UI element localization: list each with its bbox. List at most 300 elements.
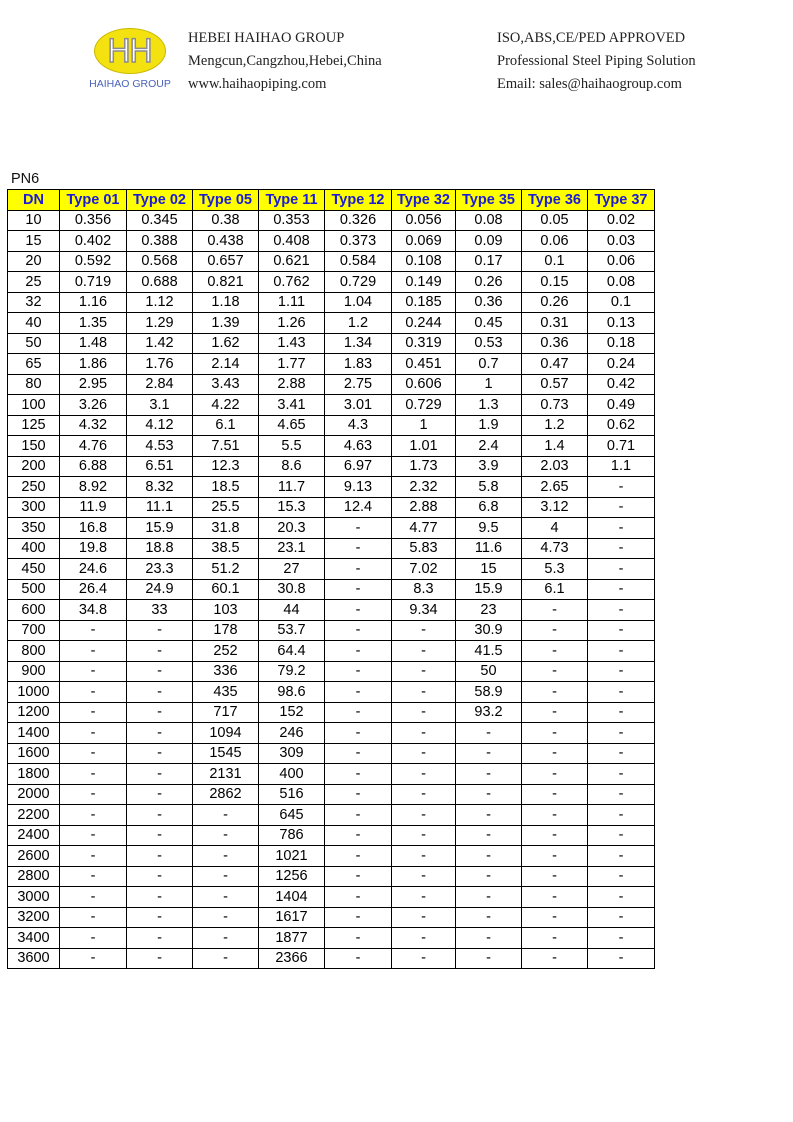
weight-cell: - bbox=[60, 948, 127, 969]
weight-cell: - bbox=[193, 866, 259, 887]
weight-cell: 24.6 bbox=[60, 559, 127, 580]
dn-cell: 1200 bbox=[8, 702, 60, 723]
weight-cell: 1.9 bbox=[456, 415, 522, 436]
weight-cell: 5.8 bbox=[456, 477, 522, 498]
weight-cell: 12.3 bbox=[193, 456, 259, 477]
weight-cell: - bbox=[588, 702, 655, 723]
weight-cell: - bbox=[193, 805, 259, 826]
company-address: Mengcun,Cangzhou,Hebei,China bbox=[188, 53, 382, 69]
dn-cell: 200 bbox=[8, 456, 60, 477]
table-row bbox=[8, 764, 655, 785]
weight-cell: 79.2 bbox=[259, 661, 325, 682]
dn-cell: 2000 bbox=[8, 784, 60, 805]
weight-cell: - bbox=[456, 907, 522, 928]
weight-cell: - bbox=[60, 907, 127, 928]
weight-cell: 0.185 bbox=[392, 292, 456, 313]
weight-cell: 1.18 bbox=[193, 292, 259, 313]
weight-cell: 2.4 bbox=[456, 436, 522, 457]
company-website[interactable]: www.haihaopiping.com bbox=[188, 76, 327, 92]
dn-cell: 100 bbox=[8, 395, 60, 416]
table-row bbox=[8, 723, 655, 744]
weight-cell: 2.75 bbox=[325, 374, 392, 395]
weight-cell: 0.408 bbox=[259, 231, 325, 252]
weight-cell: - bbox=[60, 784, 127, 805]
weight-cell: 0.45 bbox=[456, 313, 522, 334]
weight-cell: - bbox=[522, 661, 588, 682]
weight-cell: 1.77 bbox=[259, 354, 325, 375]
dn-cell: 25 bbox=[8, 272, 60, 293]
weight-cell: 31.8 bbox=[193, 518, 259, 539]
dn-cell: 65 bbox=[8, 354, 60, 375]
weight-cell: 0.438 bbox=[193, 231, 259, 252]
weight-cell: - bbox=[127, 723, 193, 744]
table-row bbox=[8, 866, 655, 887]
dn-cell: 300 bbox=[8, 497, 60, 518]
weight-cell: 1.1 bbox=[588, 456, 655, 477]
company-credentials bbox=[497, 27, 696, 96]
table-row bbox=[8, 846, 655, 867]
table-row bbox=[8, 661, 655, 682]
weight-cell: 0.319 bbox=[392, 333, 456, 354]
weight-cell: 11.6 bbox=[456, 538, 522, 559]
weight-cell: - bbox=[588, 887, 655, 908]
weight-cell: - bbox=[325, 846, 392, 867]
weight-cell: - bbox=[392, 620, 456, 641]
weight-cell: - bbox=[392, 887, 456, 908]
weight-cell: 5.3 bbox=[522, 559, 588, 580]
logo-letters: HH bbox=[106, 32, 152, 70]
weight-cell: - bbox=[60, 620, 127, 641]
weight-cell: 6.88 bbox=[60, 456, 127, 477]
dn-cell: 3000 bbox=[8, 887, 60, 908]
weight-cell: - bbox=[127, 702, 193, 723]
weight-cell: 0.244 bbox=[392, 313, 456, 334]
weight-cell: - bbox=[325, 559, 392, 580]
weight-cell: - bbox=[588, 559, 655, 580]
weight-cell: - bbox=[456, 784, 522, 805]
weight-cell: - bbox=[588, 600, 655, 621]
weight-cell: - bbox=[127, 682, 193, 703]
weight-cell: - bbox=[60, 723, 127, 744]
weight-cell: - bbox=[127, 805, 193, 826]
dn-cell: 250 bbox=[8, 477, 60, 498]
weight-cell: - bbox=[456, 887, 522, 908]
weight-cell: 0.08 bbox=[456, 210, 522, 231]
weight-cell: 8.6 bbox=[259, 456, 325, 477]
weight-cell: 11.9 bbox=[60, 497, 127, 518]
weight-cell: - bbox=[588, 620, 655, 641]
weight-cell: 0.18 bbox=[588, 333, 655, 354]
weight-cell: 60.1 bbox=[193, 579, 259, 600]
dn-cell: 1000 bbox=[8, 682, 60, 703]
table-row bbox=[8, 313, 655, 334]
table-row bbox=[8, 395, 655, 416]
weight-cell: 1404 bbox=[259, 887, 325, 908]
table-row bbox=[8, 702, 655, 723]
weight-cell: 2366 bbox=[259, 948, 325, 969]
weight-cell: 4.73 bbox=[522, 538, 588, 559]
weight-cell: 58.9 bbox=[456, 682, 522, 703]
weight-cell: 3.41 bbox=[259, 395, 325, 416]
weight-cell: - bbox=[588, 805, 655, 826]
dn-cell: 10 bbox=[8, 210, 60, 231]
weight-cell: 23.3 bbox=[127, 559, 193, 580]
weight-cell: - bbox=[127, 825, 193, 846]
dn-cell: 2200 bbox=[8, 805, 60, 826]
weight-cell: - bbox=[325, 661, 392, 682]
weight-cell: 7.02 bbox=[392, 559, 456, 580]
table-row bbox=[8, 579, 655, 600]
weight-cell: 0.38 bbox=[193, 210, 259, 231]
weight-cell: 0.353 bbox=[259, 210, 325, 231]
weight-cell: - bbox=[456, 866, 522, 887]
weight-cell: 27 bbox=[259, 559, 325, 580]
column-header: Type 12 bbox=[325, 190, 392, 211]
weight-cell: - bbox=[392, 764, 456, 785]
table-row bbox=[8, 559, 655, 580]
column-header: Type 35 bbox=[456, 190, 522, 211]
table-row bbox=[8, 743, 655, 764]
weight-cell: 1.4 bbox=[522, 436, 588, 457]
weight-cell: 1.43 bbox=[259, 333, 325, 354]
weight-cell: 3.43 bbox=[193, 374, 259, 395]
contact-email[interactable]: Email: sales@haihaogroup.com bbox=[497, 76, 682, 92]
weight-cell: 0.345 bbox=[127, 210, 193, 231]
weight-cell: - bbox=[392, 805, 456, 826]
weight-cell: 34.8 bbox=[60, 600, 127, 621]
weight-cell: - bbox=[325, 682, 392, 703]
weight-cell: 0.821 bbox=[193, 272, 259, 293]
column-header: Type 02 bbox=[127, 190, 193, 211]
weight-cell: - bbox=[522, 948, 588, 969]
weight-cell: 7.51 bbox=[193, 436, 259, 457]
weight-cell: 53.7 bbox=[259, 620, 325, 641]
table-body bbox=[8, 210, 655, 969]
weight-cell: - bbox=[127, 928, 193, 949]
weight-cell: 1.39 bbox=[193, 313, 259, 334]
weight-cell: 1877 bbox=[259, 928, 325, 949]
table-row bbox=[8, 477, 655, 498]
weight-cell: 15.9 bbox=[456, 579, 522, 600]
weight-cell: 2.95 bbox=[60, 374, 127, 395]
weight-cell: 0.71 bbox=[588, 436, 655, 457]
weight-cell: - bbox=[522, 907, 588, 928]
dn-cell: 150 bbox=[8, 436, 60, 457]
weight-cell: 11.1 bbox=[127, 497, 193, 518]
weight-cell: - bbox=[325, 600, 392, 621]
weight-cell: - bbox=[392, 682, 456, 703]
weight-cell: 645 bbox=[259, 805, 325, 826]
weight-cell: 0.7 bbox=[456, 354, 522, 375]
weight-cell: 23.1 bbox=[259, 538, 325, 559]
table-row bbox=[8, 784, 655, 805]
weight-cell: 0.729 bbox=[392, 395, 456, 416]
weight-cell: - bbox=[60, 805, 127, 826]
weight-cell: - bbox=[588, 723, 655, 744]
weight-cell: 1094 bbox=[193, 723, 259, 744]
weight-cell: 6.51 bbox=[127, 456, 193, 477]
table-row bbox=[8, 415, 655, 436]
weight-cell: 15.3 bbox=[259, 497, 325, 518]
weight-cell: 3.9 bbox=[456, 456, 522, 477]
weight-cell: 0.03 bbox=[588, 231, 655, 252]
dn-cell: 3400 bbox=[8, 928, 60, 949]
weight-cell: 6.8 bbox=[456, 497, 522, 518]
column-header: Type 36 bbox=[522, 190, 588, 211]
weight-cell: 9.13 bbox=[325, 477, 392, 498]
table-row bbox=[8, 600, 655, 621]
weight-cell: - bbox=[522, 825, 588, 846]
weight-cell: - bbox=[60, 764, 127, 785]
weight-cell: 2.88 bbox=[259, 374, 325, 395]
weight-cell: 6.1 bbox=[193, 415, 259, 436]
weight-cell: 0.719 bbox=[60, 272, 127, 293]
weight-cell: - bbox=[588, 579, 655, 600]
weight-cell: 18.8 bbox=[127, 538, 193, 559]
column-header: DN bbox=[8, 190, 60, 211]
weight-cell: - bbox=[60, 866, 127, 887]
weight-cell: - bbox=[127, 784, 193, 805]
weight-cell: - bbox=[60, 887, 127, 908]
weight-cell: - bbox=[127, 641, 193, 662]
weight-cell: 435 bbox=[193, 682, 259, 703]
weight-cell: - bbox=[325, 723, 392, 744]
table-row bbox=[8, 210, 655, 231]
weight-cell: - bbox=[127, 661, 193, 682]
weight-cell: 0.356 bbox=[60, 210, 127, 231]
weight-cell: 3.1 bbox=[127, 395, 193, 416]
weight-cell: - bbox=[392, 907, 456, 928]
weight-cell: 1.2 bbox=[522, 415, 588, 436]
weight-cell: 41.5 bbox=[456, 641, 522, 662]
weight-cell: 252 bbox=[193, 641, 259, 662]
weight-cell: - bbox=[456, 723, 522, 744]
weight-cell: 2.03 bbox=[522, 456, 588, 477]
weight-cell: 0.06 bbox=[588, 251, 655, 272]
table-header-row bbox=[8, 190, 655, 211]
dn-cell: 2800 bbox=[8, 866, 60, 887]
weight-cell: - bbox=[392, 784, 456, 805]
weight-cell: 4.32 bbox=[60, 415, 127, 436]
weight-cell: 1.83 bbox=[325, 354, 392, 375]
weight-cell: - bbox=[456, 825, 522, 846]
dn-cell: 1400 bbox=[8, 723, 60, 744]
weight-cell: - bbox=[60, 743, 127, 764]
weight-cell: - bbox=[522, 641, 588, 662]
column-header: Type 37 bbox=[588, 190, 655, 211]
weight-cell: 0.73 bbox=[522, 395, 588, 416]
weight-cell: - bbox=[325, 907, 392, 928]
weight-cell: 3.12 bbox=[522, 497, 588, 518]
table-row bbox=[8, 292, 655, 313]
weight-cell: - bbox=[392, 948, 456, 969]
weight-cell: 9.34 bbox=[392, 600, 456, 621]
dn-cell: 400 bbox=[8, 538, 60, 559]
weight-cell: 3.26 bbox=[60, 395, 127, 416]
weight-cell: - bbox=[588, 682, 655, 703]
weight-cell: 0.47 bbox=[522, 354, 588, 375]
dn-cell: 600 bbox=[8, 600, 60, 621]
weight-cell: 5.5 bbox=[259, 436, 325, 457]
table-row bbox=[8, 497, 655, 518]
weight-cell: 5.83 bbox=[392, 538, 456, 559]
weight-cell: 51.2 bbox=[193, 559, 259, 580]
company-logo bbox=[88, 28, 172, 94]
weight-cell: 0.26 bbox=[522, 292, 588, 313]
weight-cell: - bbox=[588, 948, 655, 969]
weight-cell: 1021 bbox=[259, 846, 325, 867]
weight-cell: - bbox=[325, 948, 392, 969]
weight-cell: - bbox=[325, 743, 392, 764]
weight-cell: 0.13 bbox=[588, 313, 655, 334]
weight-cell: - bbox=[588, 661, 655, 682]
table-row bbox=[8, 805, 655, 826]
weight-cell: 0.373 bbox=[325, 231, 392, 252]
weight-cell: 25.5 bbox=[193, 497, 259, 518]
weight-cell: 0.1 bbox=[522, 251, 588, 272]
weight-cell: 4.76 bbox=[60, 436, 127, 457]
weight-cell: 2.84 bbox=[127, 374, 193, 395]
weight-cell: - bbox=[522, 784, 588, 805]
weight-cell: 0.592 bbox=[60, 251, 127, 272]
weight-cell: 2.32 bbox=[392, 477, 456, 498]
weight-cell: 1617 bbox=[259, 907, 325, 928]
weight-cell: - bbox=[60, 682, 127, 703]
dn-cell: 700 bbox=[8, 620, 60, 641]
weight-cell: 19.8 bbox=[60, 538, 127, 559]
weight-cell: - bbox=[325, 784, 392, 805]
weight-cell: 6.97 bbox=[325, 456, 392, 477]
table-row bbox=[8, 518, 655, 539]
dn-cell: 32 bbox=[8, 292, 60, 313]
weight-cell: - bbox=[325, 825, 392, 846]
weight-cell: 0.688 bbox=[127, 272, 193, 293]
weight-cell: 33 bbox=[127, 600, 193, 621]
weight-cell: 2862 bbox=[193, 784, 259, 805]
weight-cell: 38.5 bbox=[193, 538, 259, 559]
dn-cell: 1600 bbox=[8, 743, 60, 764]
weight-cell: 717 bbox=[193, 702, 259, 723]
weight-cell: 0.108 bbox=[392, 251, 456, 272]
weight-cell: - bbox=[60, 661, 127, 682]
column-header: Type 05 bbox=[193, 190, 259, 211]
weight-cell: - bbox=[325, 928, 392, 949]
weight-cell: 50 bbox=[456, 661, 522, 682]
weight-cell: 178 bbox=[193, 620, 259, 641]
column-header: Type 01 bbox=[60, 190, 127, 211]
table-row bbox=[8, 272, 655, 293]
weight-cell: - bbox=[588, 641, 655, 662]
weight-cell: - bbox=[127, 907, 193, 928]
weight-cell: 0.606 bbox=[392, 374, 456, 395]
weight-cell: - bbox=[193, 887, 259, 908]
weight-cell: - bbox=[392, 928, 456, 949]
weight-cell: 9.5 bbox=[456, 518, 522, 539]
weight-cell: - bbox=[193, 846, 259, 867]
weight-cell: - bbox=[522, 928, 588, 949]
weight-cell: 64.4 bbox=[259, 641, 325, 662]
dn-cell: 50 bbox=[8, 333, 60, 354]
weight-cell: 0.31 bbox=[522, 313, 588, 334]
weight-cell: 0.326 bbox=[325, 210, 392, 231]
dn-cell: 2400 bbox=[8, 825, 60, 846]
table-row bbox=[8, 825, 655, 846]
dn-cell: 800 bbox=[8, 641, 60, 662]
weight-cell: - bbox=[392, 846, 456, 867]
logo-caption: HAIHAO GROUP bbox=[89, 78, 171, 90]
table-row bbox=[8, 682, 655, 703]
weight-cell: 1.62 bbox=[193, 333, 259, 354]
weight-cell: 1.01 bbox=[392, 436, 456, 457]
weight-cell: 1256 bbox=[259, 866, 325, 887]
weight-cell: 0.388 bbox=[127, 231, 193, 252]
table-row bbox=[8, 231, 655, 252]
weight-cell: 3.01 bbox=[325, 395, 392, 416]
weight-cell: 0.568 bbox=[127, 251, 193, 272]
weight-cell: 0.57 bbox=[522, 374, 588, 395]
weight-cell: - bbox=[522, 887, 588, 908]
weight-cell: 30.9 bbox=[456, 620, 522, 641]
weight-cell: 24.9 bbox=[127, 579, 193, 600]
dn-cell: 3200 bbox=[8, 907, 60, 928]
weight-cell: 0.53 bbox=[456, 333, 522, 354]
weight-cell: - bbox=[456, 743, 522, 764]
weight-cell: 8.3 bbox=[392, 579, 456, 600]
weight-cell: 98.6 bbox=[259, 682, 325, 703]
weight-cell: 0.42 bbox=[588, 374, 655, 395]
weight-cell: 2.65 bbox=[522, 477, 588, 498]
weight-cell: 1.48 bbox=[60, 333, 127, 354]
weight-cell: 1.29 bbox=[127, 313, 193, 334]
weight-cell: 2.14 bbox=[193, 354, 259, 375]
weight-cell: - bbox=[588, 518, 655, 539]
weight-cell: - bbox=[588, 477, 655, 498]
dn-cell: 80 bbox=[8, 374, 60, 395]
weight-cell: 1.04 bbox=[325, 292, 392, 313]
weight-cell: - bbox=[193, 948, 259, 969]
weight-cell: - bbox=[325, 620, 392, 641]
column-header: Type 32 bbox=[392, 190, 456, 211]
weight-cell: - bbox=[127, 743, 193, 764]
weight-cell: 93.2 bbox=[456, 702, 522, 723]
weight-cell: 0.069 bbox=[392, 231, 456, 252]
weight-cell: - bbox=[522, 805, 588, 826]
dn-cell: 900 bbox=[8, 661, 60, 682]
weight-table bbox=[7, 189, 655, 969]
company-info bbox=[188, 27, 382, 96]
weight-cell: 309 bbox=[259, 743, 325, 764]
company-name: HEBEI HAIHAO GROUP bbox=[188, 30, 345, 46]
weight-cell: - bbox=[588, 866, 655, 887]
dn-cell: 450 bbox=[8, 559, 60, 580]
weight-cell: 1.34 bbox=[325, 333, 392, 354]
weight-cell: - bbox=[127, 948, 193, 969]
weight-cell: 400 bbox=[259, 764, 325, 785]
weight-cell: - bbox=[127, 887, 193, 908]
weight-cell: 1.42 bbox=[127, 333, 193, 354]
table-row bbox=[8, 354, 655, 375]
weight-cell: - bbox=[127, 764, 193, 785]
weight-cell: 103 bbox=[193, 600, 259, 621]
weight-cell: 0.402 bbox=[60, 231, 127, 252]
weight-cell: 20.3 bbox=[259, 518, 325, 539]
weight-cell: 44 bbox=[259, 600, 325, 621]
tagline-text: Professional Steel Piping Solution bbox=[497, 53, 696, 69]
weight-cell: 1.76 bbox=[127, 354, 193, 375]
weight-cell: 1.26 bbox=[259, 313, 325, 334]
table-row bbox=[8, 333, 655, 354]
weight-cell: 30.8 bbox=[259, 579, 325, 600]
